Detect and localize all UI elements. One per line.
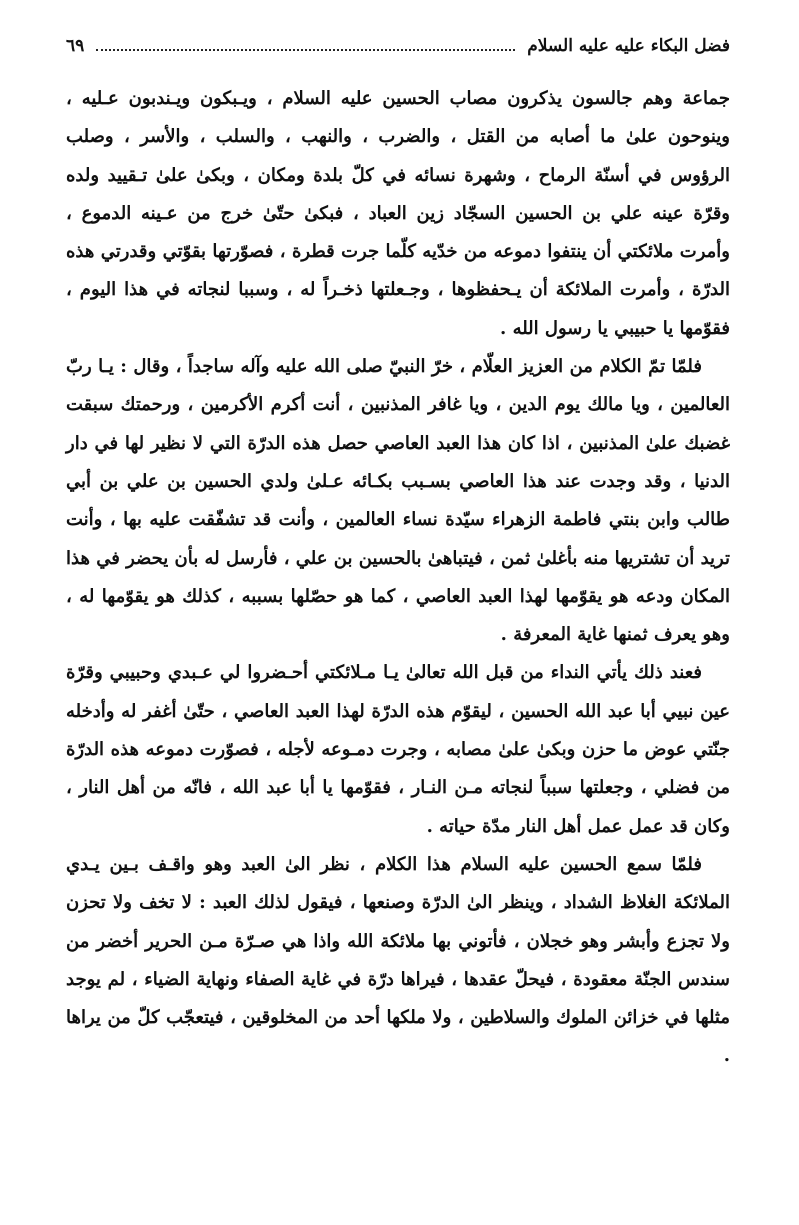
body-text (66, 80, 730, 1076)
book-page (66, 30, 730, 1200)
paragraph-1: جماعة وهم جالسون يذكرون مصاب الحسين عليه السلام ، ويـبكون ويـندبون عـليه ، وينوحون علىٰ ما أصابه من القتل ، والضرب ، والنهب ، والسلب ، والأسر ، وصلب الرؤوس في أسنّة الرماح ، وشهرة نسائه في كلّ بلدة ومكان ، وبكىٰ علىٰ تـقييد ولده وقرّة عينه علي بن الحسين السجّاد زين العباد ، فبكىٰ حتّىٰ خرج من عـينه الدموع ، وأمرت ملائكتي أن ينتفوا دموعه من خدّيه كلّما جرت قطرة ، فصوّرتها بقوّتي وقدرتي هذه الدرّة ، وأمرت الملائكة أن يـحفظوها ، وجـعلتها ذخـراً له ، وسببا لنجاته في هذا اليوم ، فقوّمها يا حبيبي يا رسول الله . (66, 88, 730, 339)
paragraph-2: فلمّا تمّ الكلام من العزيز العلّام ، خرّ النبيّ صلى الله عليه وآله ساجداً ، وقال : يـا ربّ العالمين ، ويا مالك يوم الدين ، ويا غافر المذنبين ، أنت أكرم الأكرمين ، ورحمتك سبقت غضبك علىٰ المذنبين ، اذا كان هذا العبد العاصي حصل هذه الدرّة التي لا نظير لها في دار الدنيا ، وقد وجدت عند هذا العاصي بسـبب بكـائه عـلىٰ ولدي الحسين بن علي بن أبي طالب وابن بنتي فاطمة الزهراء سيّدة نساء العالمين ، وأنت قد تشفّقت عليه بها ، وأنت تريد أن تشتريها منه بأغلىٰ ثمن ، فيتباهىٰ بالحسين بن علي ، فأرسل له بأن يحضر في هذا المكان ودعه هو يقوّمها لهذا العبد العاصي ، كما هو حصّلها بسببه ، كذلك هو يقوّمها له ، وهو يعرف ثمنها غاية المعرفة . (66, 356, 730, 646)
paragraph-4: فلمّا سمع الحسين عليه السلام هذا الكلام ، نظر الىٰ العبد وهو واقـف بـين يـدي الملائكة الغلاظ الشداد ، وينظر الىٰ الدرّة وصنعها ، فيقول لذلك العبد : لا تخف ولا تحزن ولا تجزع وأبشر وهو خجلان ، فأتوني بها ملائكة الله واذا هي صـرّة مـن الحرير أخضر من سندس الجنّة معقودة ، فيحلّ عقدها ، فيراها درّة في غاية الصفاء ونهاية الضياء ، لم يوجد مثلها في خزائن الملوك والسلاطين ، ولا ملكها أحد من المخلوقين ، فيتعجّب كلّ من يراها . (66, 853, 730, 1067)
paragraph-3: فعند ذلك يأتي النداء من قبل الله تعالىٰ يـا مـلائكتي أحـضروا لي عـبدي وحبيبي وقرّة عين نبيي أبا عبد الله الحسين ، ليقوّم هذه الدرّة لهذا العبد العاصي ، حتّىٰ أغفر له وأدخله جنّتي عوض ما حزن وبكىٰ علىٰ مصابه ، وجرت دمـوعه لأجله ، فصوّرت دموعه هذه الدرّة من فضلي ، وجعلتها سبباً لنجاته مـن النـار ، فقوّمها يا أبا عبد الله ، فانّه من أهل النار ، وكان قد عمل عمل أهل النار مدّة حياته . (66, 662, 730, 837)
header-dot-leader (96, 49, 515, 51)
page-number: ٦٩ (66, 36, 85, 56)
header-title: فضل البكاء عليه عليه السلام (521, 36, 730, 56)
running-header (66, 30, 730, 62)
